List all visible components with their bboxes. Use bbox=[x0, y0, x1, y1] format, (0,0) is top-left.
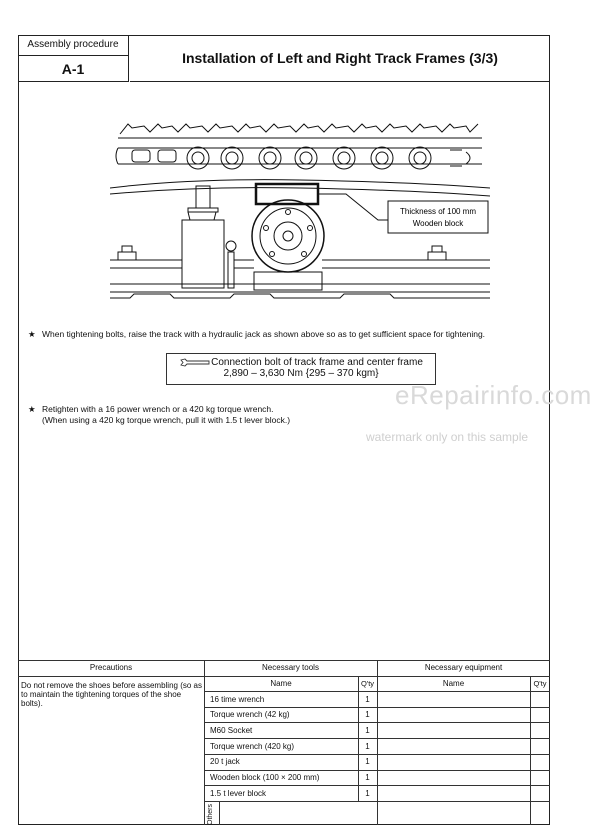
tools-name-col: Name bbox=[270, 679, 292, 688]
equipment-header: Necessary equipment bbox=[424, 663, 503, 672]
tool-name: Torque wrench (42 kg) bbox=[210, 710, 290, 720]
callout-line1: Thickness of 100 mm bbox=[399, 207, 477, 216]
precaution-text: Do not remove the shoes before assembling (so as to maintain the tightening torques of the shoe bolts). bbox=[21, 681, 202, 708]
note-retighten-line2: (When using a 420 kg torque wrench, pull it with 1.5 t lever block.) bbox=[42, 415, 291, 425]
torque-title: Connection bolt of track frame and center frame bbox=[211, 357, 423, 368]
procedure-code: A-1 bbox=[61, 61, 85, 77]
equipment-name-col: Name bbox=[442, 679, 465, 688]
watermark-brand: eRepairinfo.com bbox=[395, 380, 592, 410]
wrench-icon bbox=[179, 358, 211, 367]
note-jack-text: When tightening bolts, raise the track with a hydraulic jack as shown above so as to get sufficient space for tightening. bbox=[42, 329, 486, 339]
tool-qty: 1 bbox=[365, 741, 370, 751]
tool-qty: 1 bbox=[365, 757, 370, 767]
tool-name: Torque wrench (420 kg) bbox=[210, 741, 295, 751]
tool-name: Wooden block (100 × 200 mm) bbox=[210, 773, 320, 782]
tool-name: 1.5 t lever block bbox=[210, 788, 267, 798]
tool-qty: 1 bbox=[365, 725, 370, 735]
tool-name: 20 t jack bbox=[210, 757, 240, 767]
callout-line2: Wooden block bbox=[412, 219, 464, 228]
requirements-table bbox=[18, 660, 550, 825]
others-label: Others bbox=[207, 803, 214, 825]
procedure-label: Assembly procedure bbox=[18, 35, 128, 56]
precautions-header: Precautions bbox=[89, 663, 133, 672]
tool-qty: 1 bbox=[365, 694, 370, 704]
watermark-sample: watermark only on this sample bbox=[366, 430, 529, 444]
tools-qty-col: Q'ty bbox=[360, 679, 375, 688]
page-title: Installation of Left and Right Track Frames (3/3) bbox=[130, 35, 550, 82]
note-jack bbox=[28, 329, 548, 340]
tool-name: M60 Socket bbox=[210, 725, 253, 735]
star-bullet-icon: ★ bbox=[28, 404, 36, 414]
tool-qty: 1 bbox=[365, 773, 370, 782]
tool-qty: 1 bbox=[365, 710, 370, 720]
note-retighten bbox=[28, 404, 428, 426]
torque-value: 2,890 – 3,630 Nm {295 – 370 kgm} bbox=[223, 368, 379, 379]
procedure-box bbox=[18, 35, 129, 82]
tool-qty: 1 bbox=[365, 788, 370, 798]
tools-header: Necessary tools bbox=[262, 663, 319, 672]
tool-name: 16 time wrench bbox=[210, 694, 265, 704]
equipment-qty-col: Q'ty bbox=[533, 679, 547, 688]
track-frame-diagram bbox=[110, 112, 490, 312]
note-retighten-line1: Retighten with a 16 power wrench or a 420 kg torque wrench. bbox=[42, 404, 274, 414]
star-bullet-icon: ★ bbox=[28, 329, 36, 339]
